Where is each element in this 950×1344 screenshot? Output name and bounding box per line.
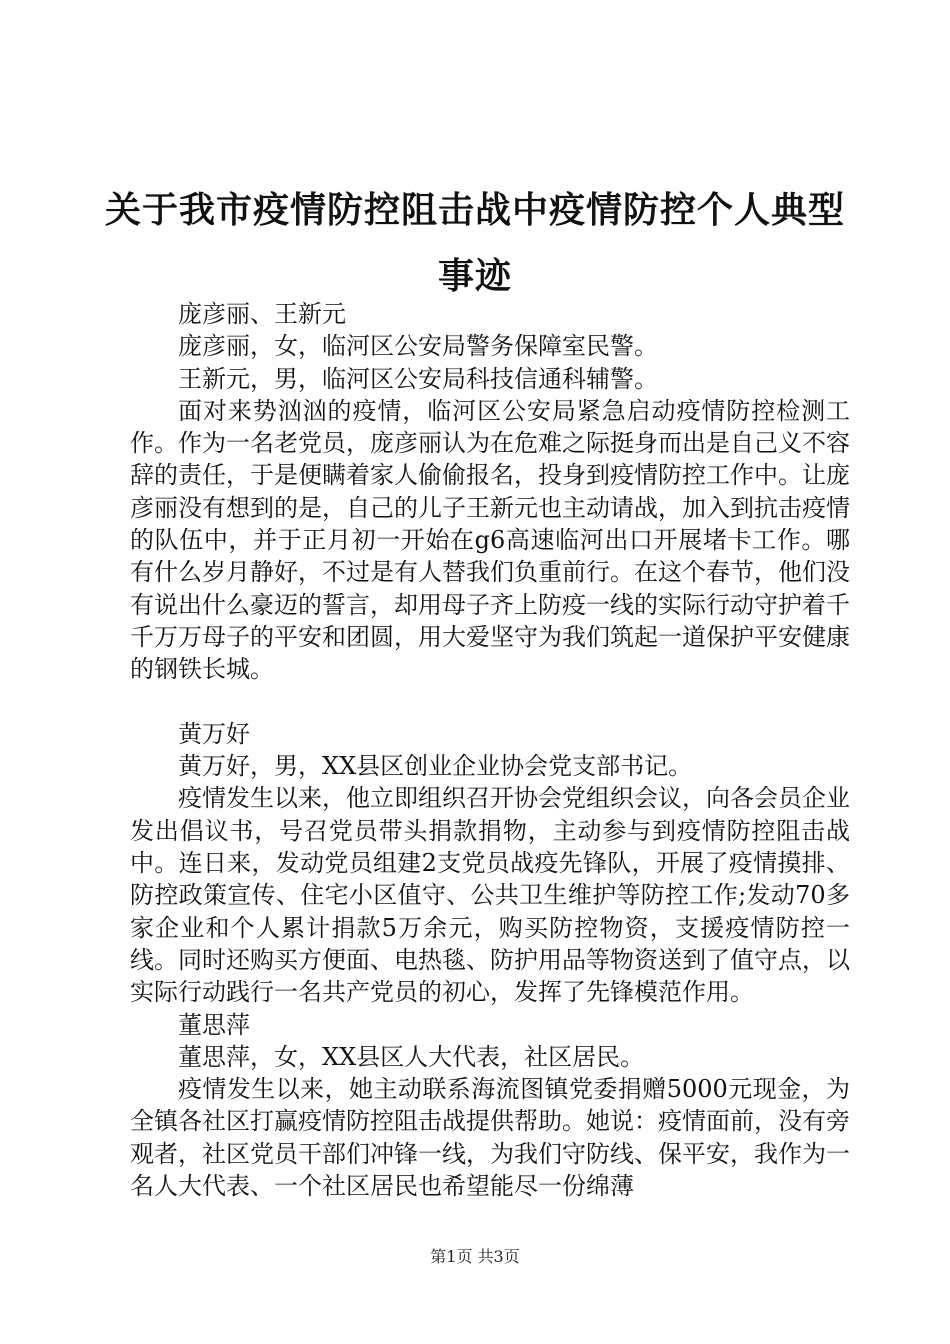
paragraph-intro-huang: 黄万好，男，XX县区创业企业协会党支部书记。 [178,752,693,781]
page-number-footer: 第1页 共3页 [430,1247,520,1266]
paragraph-story-1: 面对来势汹汹的疫情，临河区公安局紧急启动疫情防控检测工作。作为一名老党员，庞彦丽认为在危难之际挺身而出是自己义不容辞的责任，于是便瞒着家人偷偷报名，投身到疫情防控工作中。让庞彦丽没有想到的是，自己的儿子王新元也主动请战，加入到抗击疫情的队伍中，并于正月初一开始在g6高速临河出口开展堵卡工作。哪有什么岁月静好，不过是有人替我们负重前行。在这个春节，他们没有说出什么豪迈的誓言，却用母子齐上防疫一线的实际行动守护着千千万万母子的平安和团圆，用大爱坚守为我们筑起一道保护平安健康的钢铁长城。 [130,396,850,684]
document-body [130,298,850,1202]
paragraph-names-2: 黄万好 [178,719,250,748]
paragraph-story-2: 疫情发生以来，他立即组织召开协会党组织会议，向各会员企业发出倡议书，号召党员带头捐款捐物，主动参与到疫情防控阻击战中。连日来，发动党员组建2支党员战疫先锋队，开展了疫情摸排、防控政策宣传、住宅小区值守、公共卫生维护等防控工作;发动70多家企业和个人累计捐款5万余元，购买防控物资，支援疫情防控一线。同时还购买方便面、电热毯、防护用品等物资送到了值守点，以实际行动践行一名共产党员的初心，发挥了先锋模范作用。 [130,784,850,1007]
paragraph-intro-pang: 庞彦丽，女，临河区公安局警务保障室民警。 [178,332,658,361]
paragraph-names-1: 庞彦丽、王新元 [178,300,346,328]
paragraph-names-3: 董思萍 [178,1010,250,1039]
paragraph-blank [130,686,850,718]
paragraph-intro-wang: 王新元，男，临河区公安局科技信通科辅警。 [178,364,658,393]
paragraph-story-3: 疫情发生以来，她主动联系海流图镇党委捐赠5000元现金，为全镇各社区打赢疫情防控阻击战提供帮助。她说：疫情面前，没有旁观者，社区党员干部们冲锋一线，为我们守防线、保平安，我作为一名人大代表、一个社区居民也希望能尽一份绵薄 [130,1075,850,1201]
paragraph-intro-dong: 董思萍，女，XX县区人大代表，社区居民。 [178,1042,645,1071]
document-title: 关于我市疫情防控阻击战中疫情防控个人典型事迹 [104,190,845,297]
